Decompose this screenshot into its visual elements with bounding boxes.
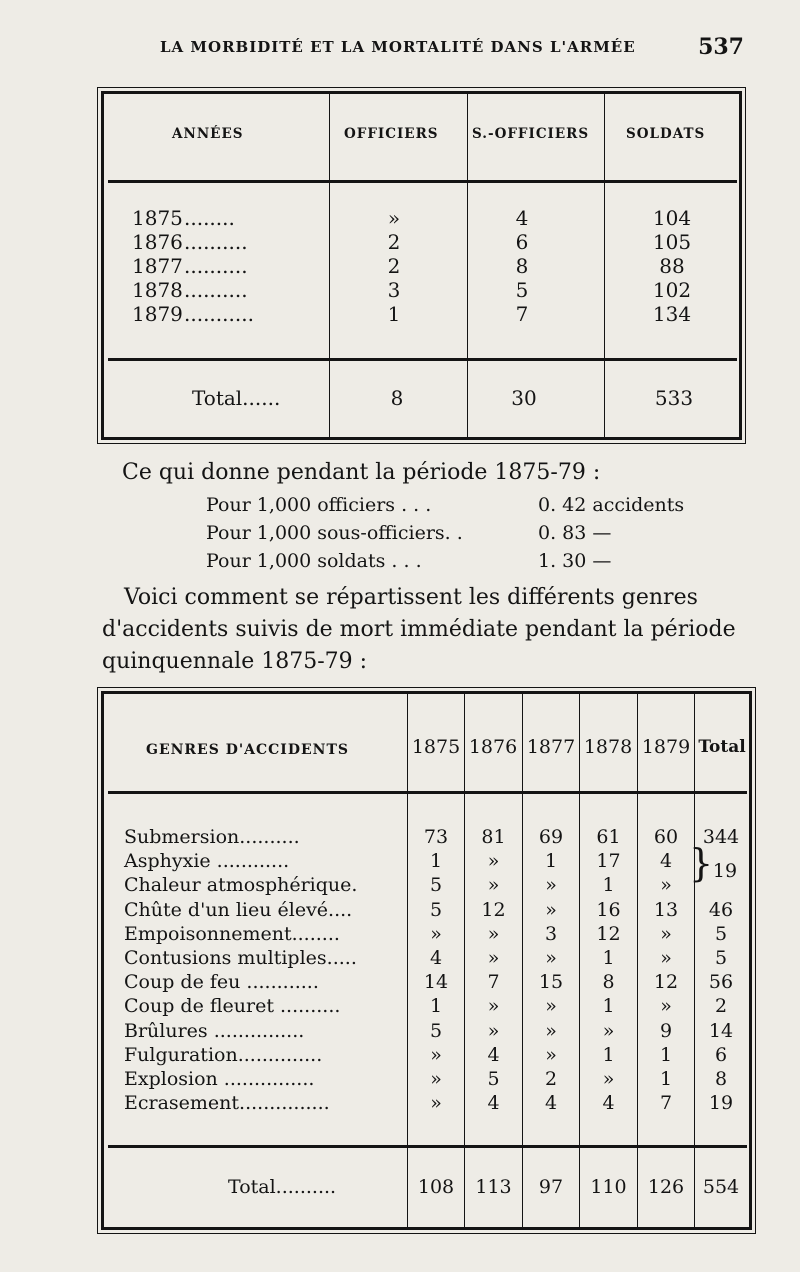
year-label: 1878 [132, 278, 183, 302]
year-value: 16 [596, 899, 621, 921]
year-value: » [545, 947, 557, 969]
page-number: 537 [698, 34, 744, 60]
year-value: » [660, 995, 672, 1017]
sous-officiers-value: 5 [515, 278, 529, 302]
year-label: 1875 [132, 206, 183, 230]
year-value: » [660, 947, 672, 969]
column-divider [329, 94, 330, 437]
soldats-value: 105 [652, 230, 692, 254]
soldats-value: 104 [652, 206, 692, 230]
year-value: 1 [659, 1044, 673, 1066]
year-value: 4 [602, 1092, 615, 1114]
year-value: 1 [602, 947, 615, 969]
column-header-1878: 1878 [583, 736, 633, 758]
accidents-by-rank-table [101, 91, 742, 440]
year-value: » [660, 923, 672, 945]
row-total: 56 [708, 971, 734, 993]
total-1875: 108 [417, 1176, 455, 1198]
running-title: LA MORBIDITÉ ET LA MORTALITÉ DANS L'ARMÉE [160, 38, 636, 56]
officiers-value: 1 [387, 302, 401, 326]
soldats-value: 134 [652, 302, 692, 326]
column-header-total: Total [698, 737, 746, 757]
year-value: 5 [429, 1020, 443, 1042]
year-value: » [545, 1020, 557, 1042]
year-value: 12 [596, 923, 621, 945]
accident-type: Asphyxie ............ [124, 850, 290, 872]
year-value: 5 [487, 1068, 500, 1090]
year-value: » [660, 874, 672, 896]
year-value: 9 [659, 1020, 673, 1042]
brace-symbol: } [689, 841, 714, 885]
accident-type: Coup de fleuret .......... [124, 995, 341, 1017]
total-1879: 126 [647, 1176, 685, 1198]
sous-officiers-total: 30 [511, 386, 537, 410]
accident-type: Chaleur atmosphérique. [124, 874, 358, 896]
year-value: 5 [429, 899, 443, 921]
column-header-1879: 1879 [641, 736, 691, 758]
row-total: 6 [714, 1044, 728, 1066]
year-value: 1 [602, 1044, 615, 1066]
total-label: Total.......... [228, 1176, 337, 1198]
year-value: 1 [544, 850, 558, 872]
year-value: » [487, 995, 500, 1017]
total-1878: 110 [590, 1176, 627, 1198]
year-value: 14 [423, 971, 449, 993]
column-header-officiers: OFFICIERS [344, 126, 439, 142]
year-value: » [430, 1044, 442, 1066]
soldats-value: 88 [659, 254, 685, 278]
paragraph-line: quinquennale 1875-79 : [102, 649, 368, 674]
year-value: » [430, 1068, 442, 1090]
accident-type: Contusions multiples..... [124, 947, 357, 969]
column-header-1875: 1875 [411, 736, 461, 758]
rate-label: Pour 1,000 soldats . . . [206, 550, 422, 572]
total-rule [108, 1145, 747, 1148]
accident-type: Fulguration.............. [124, 1044, 323, 1066]
combined-total: 19 [712, 860, 738, 882]
accident-type: Explosion ............... [124, 1068, 315, 1090]
year-value: » [545, 874, 557, 896]
rate-row [206, 494, 706, 520]
year-value: 7 [659, 1092, 673, 1114]
year-value: 17 [596, 850, 621, 872]
year-value: » [487, 850, 500, 872]
rate-value: 1. 30 — [538, 550, 612, 572]
officiers-value: » [387, 206, 401, 230]
row-total: 19 [708, 1092, 734, 1114]
year-value: » [487, 923, 500, 945]
total-all: 554 [702, 1176, 740, 1198]
row-total: 5 [714, 947, 728, 969]
row-total: 344 [702, 826, 740, 848]
year-value: 7 [487, 971, 500, 993]
year-value: 1 [659, 1068, 673, 1090]
year-value: » [487, 947, 500, 969]
year-value: 4 [544, 1092, 558, 1114]
year-label: 1879 [132, 302, 183, 326]
column-header-1877: 1877 [526, 736, 576, 758]
column-header-soldats: SOLDATS [626, 126, 706, 142]
year-value: » [602, 1020, 615, 1042]
year-value: » [430, 1092, 442, 1114]
year-value: 5 [429, 874, 443, 896]
officiers-value: 3 [387, 278, 401, 302]
row-total: 2 [714, 995, 728, 1017]
header-rule [108, 180, 737, 183]
year-value: » [545, 995, 557, 1017]
soldats-total: 533 [654, 386, 694, 410]
year-value: » [545, 899, 557, 921]
year-value: » [487, 874, 500, 896]
dot-leader: ........ [184, 206, 235, 230]
accident-type: Chûte d'un lieu élevé.... [124, 899, 353, 921]
year-value: 8 [602, 971, 615, 993]
dot-leader: ........... [184, 302, 254, 326]
rate-label: Pour 1,000 officiers . . . [206, 494, 432, 516]
sous-officiers-value: 6 [515, 230, 529, 254]
officiers-total: 8 [390, 386, 404, 410]
year-value: 4 [487, 1092, 500, 1114]
year-value: 12 [481, 899, 506, 921]
rate-value: 0. 83 — [538, 522, 612, 544]
year-value: » [602, 1068, 615, 1090]
year-value: » [545, 1044, 557, 1066]
rate-value: 0. 42 accidents [538, 494, 685, 516]
year-value: 60 [653, 826, 679, 848]
accident-type: Brûlures ............... [124, 1020, 305, 1042]
year-value: » [487, 1020, 500, 1042]
year-label: 1876 [132, 230, 183, 254]
accident-type: Submersion.......... [124, 826, 300, 848]
year-value: 1 [429, 995, 443, 1017]
column-divider [467, 94, 468, 437]
rate-row [206, 550, 706, 576]
sous-officiers-value: 4 [515, 206, 529, 230]
year-value: 12 [653, 971, 679, 993]
accident-type: Empoisonnement........ [124, 923, 340, 945]
year-value: 15 [538, 971, 564, 993]
paragraph-line: d'accidents suivis de mort immédiate pendant la période [102, 617, 736, 642]
total-1876: 113 [475, 1176, 512, 1198]
column-header-1876: 1876 [468, 736, 518, 758]
year-value: 61 [596, 826, 621, 848]
total-1877: 97 [538, 1176, 564, 1198]
row-total: 46 [708, 899, 734, 921]
period-intro: Ce qui donne pendant la période 1875-79 : [122, 460, 601, 485]
year-value: 2 [544, 1068, 558, 1090]
sous-officiers-value: 8 [515, 254, 529, 278]
year-value: 1 [602, 995, 615, 1017]
dot-leader: .......... [184, 230, 248, 254]
year-value: 4 [659, 850, 673, 872]
column-divider [604, 94, 605, 437]
dot-leader: .......... [184, 278, 248, 302]
accident-types-table [101, 691, 752, 1230]
officiers-value: 2 [387, 254, 401, 278]
total-label: Total...... [192, 386, 281, 410]
year-value: 3 [544, 923, 558, 945]
total-rule [108, 358, 737, 361]
paragraph-line: Voici comment se répartissent les différents genres [124, 585, 698, 610]
column-header-annees: ANNÉES [172, 126, 244, 142]
year-label: 1877 [132, 254, 183, 278]
sous-officiers-value: 7 [515, 302, 529, 326]
year-value: 4 [487, 1044, 500, 1066]
row-total: 5 [714, 923, 728, 945]
year-value: 4 [429, 947, 443, 969]
row-total: 8 [714, 1068, 728, 1090]
header-rule [108, 791, 747, 794]
column-header-sous-officiers: S.-OFFICIERS [472, 126, 590, 142]
soldats-value: 102 [652, 278, 692, 302]
year-value: 13 [653, 899, 679, 921]
accident-type: Coup de feu ............ [124, 971, 319, 993]
officiers-value: 2 [387, 230, 401, 254]
page-header [160, 34, 750, 64]
year-value: 69 [538, 826, 564, 848]
year-value: » [430, 923, 442, 945]
year-value: 73 [423, 826, 449, 848]
row-total: 14 [708, 1020, 734, 1042]
year-value: 81 [481, 826, 506, 848]
column-header-genres: GENRES D'ACCIDENTS [146, 742, 349, 758]
rate-row [206, 522, 706, 548]
year-value: 1 [602, 874, 615, 896]
accident-type: Ecrasement............... [124, 1092, 330, 1114]
year-value: 1 [429, 850, 443, 872]
dot-leader: .......... [184, 254, 248, 278]
rate-label: Pour 1,000 sous-officiers. . [206, 522, 463, 544]
